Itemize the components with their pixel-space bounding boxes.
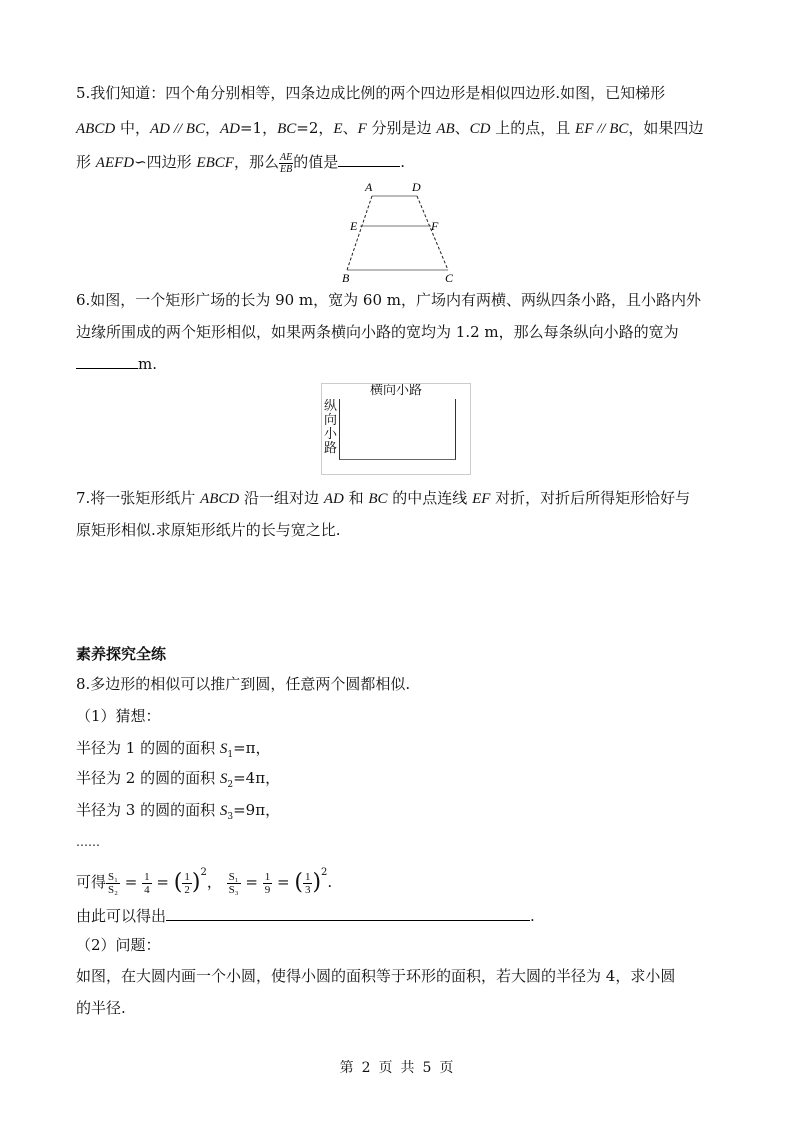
vertical-label-char: 向 xyxy=(324,413,338,428)
q5-line2 xyxy=(76,118,703,139)
q8-t: 2 xyxy=(227,780,234,790)
q8-part2: （2）问题： xyxy=(76,936,161,954)
vertical-label-char: 小 xyxy=(324,427,338,442)
fraction-ae-eb xyxy=(279,152,293,175)
segment-ab xyxy=(347,196,372,270)
q8-s3 xyxy=(76,800,280,827)
current-page: 2 xyxy=(361,1060,371,1076)
label-f: F xyxy=(431,219,439,233)
footer-text: 页 xyxy=(378,1060,393,1076)
fraction-numerator: 1 xyxy=(264,870,271,883)
q7-t: 的中点连线 xyxy=(387,489,473,507)
q8-t: 3 xyxy=(227,812,234,822)
fraction-numerator: S₁ xyxy=(108,870,118,883)
q8-t: S xyxy=(219,771,228,787)
q8-t: 半径为 1 的圆的面积 xyxy=(76,739,220,757)
fraction-1-9 xyxy=(263,871,273,896)
q6-line1: 6.如图，一个矩形广场的长为 90 m，宽为 60 m，广场内有两横、两纵四条小路，且小路内外 xyxy=(76,291,702,309)
q7-t: EF xyxy=(472,491,491,507)
q5-t: ， xyxy=(204,119,220,137)
q5-t: F xyxy=(357,121,367,137)
q5-t: AEFD xyxy=(95,155,135,171)
fraction-numerator: 1 xyxy=(184,870,190,883)
total-pages: 5 xyxy=(422,1060,432,1076)
fraction-1-2 xyxy=(182,871,192,896)
q7-line1 xyxy=(76,488,690,509)
q5-t: AB xyxy=(436,121,455,137)
fraction-1-3 xyxy=(303,871,313,896)
q5-t: ABCD xyxy=(76,121,116,137)
q5-t: AD xyxy=(149,121,170,137)
trapezoid-figure xyxy=(335,178,460,283)
fraction-denominator: S₃ xyxy=(228,883,239,896)
section-title: 素养探究全练 xyxy=(76,645,167,663)
vertical-label-char: 纵 xyxy=(324,399,338,414)
q5-t: AD xyxy=(219,121,240,137)
q8-t: =9π， xyxy=(233,801,281,819)
q7-t: AD xyxy=(323,491,344,507)
q5-t: EF xyxy=(575,121,594,137)
q7-t: 对折，对折后所得矩形恰好与 xyxy=(490,489,691,507)
q8-problem-line1: 如图，在大圆内画一个小圆，使得小圆的面积等于环形的面积，若大圆的半径为 4，求小圆 xyxy=(76,967,676,985)
footer-text: 第 xyxy=(339,1060,354,1076)
q7-line2: 原矩形相似.求原矩形纸片的长与宽之比. xyxy=(76,521,341,539)
q8-ellipsis: …… xyxy=(76,835,100,849)
q5-t: ，如果四边 xyxy=(628,119,704,137)
q5-t: 的值是 xyxy=(293,153,339,171)
vertical-label-char: 路 xyxy=(324,441,338,456)
q5-t: BC xyxy=(277,121,297,137)
answer-blank[interactable] xyxy=(166,904,530,921)
q5-t: ，那么 xyxy=(233,153,279,171)
exponent: 2 xyxy=(200,867,207,878)
q8-t: S xyxy=(219,741,228,757)
page-footer xyxy=(0,1057,793,1077)
q8-t: 可得 xyxy=(76,873,107,891)
answer-blank[interactable] xyxy=(76,352,138,369)
q6-line2: 边缘所围成的两个矩形相似，如果两条横向小路的宽均为 1.2 m，那么每条纵向小路的宽为 xyxy=(76,323,679,341)
label-d: D xyxy=(412,180,421,194)
equals: = xyxy=(245,873,258,891)
period: . xyxy=(327,873,333,891)
q8-problem-line2: 的半径. xyxy=(76,999,126,1017)
fraction-numerator: AE xyxy=(279,151,293,163)
label-e: E xyxy=(350,219,358,233)
q5-t: // xyxy=(169,121,186,137)
q8-s2 xyxy=(76,768,280,795)
label-b: B xyxy=(342,271,350,283)
q5-t: BC xyxy=(609,121,629,137)
equals: = xyxy=(276,873,290,891)
horizontal-path-label: 横向小路 xyxy=(369,384,422,397)
q8-s1 xyxy=(76,738,271,765)
fraction-denominator: 9 xyxy=(264,883,271,896)
q5-t: 形 xyxy=(76,153,96,171)
q8-t: 半径为 3 的圆的面积 xyxy=(76,801,220,819)
q5-t: 、 xyxy=(342,119,358,137)
q5-t: 上的点，且 xyxy=(490,119,576,137)
q5-t: EBCF xyxy=(196,155,234,171)
equals: = xyxy=(124,873,138,891)
fraction-denominator: 4 xyxy=(144,883,150,896)
q8-part1: （1）猜想： xyxy=(76,707,161,725)
q5-t: BC xyxy=(185,121,205,137)
fraction-denominator: 2 xyxy=(184,883,190,896)
exponent: 2 xyxy=(321,867,328,878)
fraction-denominator: S₂ xyxy=(108,883,118,896)
fraction-denominator: 3 xyxy=(304,883,311,896)
q5-t: 分别是边 xyxy=(366,119,437,137)
q7-t: 和 xyxy=(343,489,369,507)
q5-t: 中， xyxy=(115,119,150,137)
fraction-numerator: 1 xyxy=(304,870,311,883)
q8-t: 半径为 2 的圆的面积 xyxy=(76,769,220,787)
inner-rectangle xyxy=(339,399,456,460)
q5-t: =2， xyxy=(296,119,334,137)
q7-t: BC xyxy=(368,491,388,507)
label-a: A xyxy=(365,180,373,194)
q5-t: // xyxy=(593,121,610,137)
vertical-path-label xyxy=(324,400,338,456)
q7-t: 沿一组对边 xyxy=(239,489,324,507)
q5-t: . xyxy=(400,153,405,171)
q5-t: CD xyxy=(469,121,491,137)
fraction-s1-s3 xyxy=(227,871,241,896)
segment-dc xyxy=(417,196,448,270)
q7-t: 7.将一张矩形纸片 xyxy=(76,489,201,507)
q7-t: ABCD xyxy=(200,491,240,507)
fraction-numerator: S₁ xyxy=(228,870,239,883)
q6-line3 xyxy=(76,352,157,374)
q8-conclusion xyxy=(76,904,535,926)
q5-t: 、 xyxy=(454,119,470,137)
answer-blank[interactable] xyxy=(338,150,400,167)
q8-t: S xyxy=(219,803,228,819)
q8-t: =4π， xyxy=(233,769,281,787)
q5-t: ∽四边形 xyxy=(134,153,197,171)
q8-t: 由此可以得出 xyxy=(76,907,167,925)
q5-t: E xyxy=(333,121,343,137)
q5-line3 xyxy=(76,150,405,175)
paren-open: ( xyxy=(294,870,303,895)
fraction-s1-s2 xyxy=(106,871,120,896)
q6-unit: m. xyxy=(138,355,157,373)
paren-open: ( xyxy=(173,870,183,895)
label-c: C xyxy=(445,271,454,283)
fraction-1-4 xyxy=(142,871,152,896)
equals: = xyxy=(156,873,169,891)
footer-text: 页 xyxy=(439,1060,454,1076)
q5-t: =1， xyxy=(239,119,278,137)
plaza-figure xyxy=(321,383,471,475)
q8-derivation xyxy=(76,858,332,898)
q8-line1: 8.多边形的相似可以推广到圆，任意两个圆都相似. xyxy=(76,675,411,693)
paren-close: ) xyxy=(312,870,322,895)
fraction-denominator: EB xyxy=(279,163,293,175)
q8-t: =π， xyxy=(233,739,271,757)
fraction-numerator: 1 xyxy=(144,870,150,883)
q5-line1: 5.我们知道：四个角分别相等，四条边成比例的两个四边形是相似四边形.如图，已知梯形 xyxy=(76,84,666,102)
q8-t: . xyxy=(530,907,535,925)
separator: ， xyxy=(206,873,222,891)
footer-text: 共 xyxy=(400,1060,415,1076)
paren-close: ) xyxy=(191,870,201,895)
q8-t: 1 xyxy=(227,750,234,760)
